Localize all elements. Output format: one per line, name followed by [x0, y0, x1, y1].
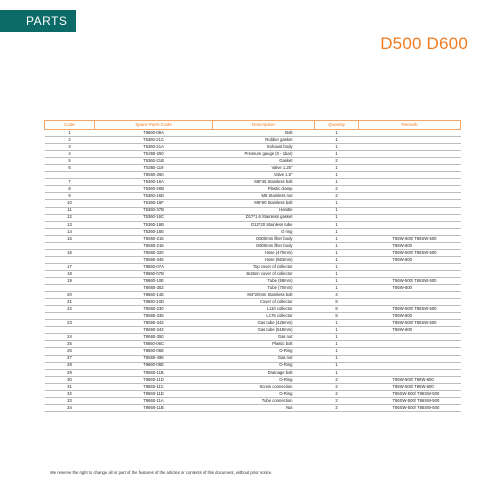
- table-row: [45, 256, 461, 263]
- cell-description: O-Ring: [213, 362, 315, 369]
- cell-description: L110 collector: [213, 306, 315, 313]
- table-row: [45, 327, 461, 334]
- cell-remark: [359, 214, 461, 221]
- cell-quantity: 2: [315, 404, 359, 411]
- table-row: [45, 341, 461, 348]
- cell-description: Valve 1.5": [213, 172, 315, 179]
- cell-quantity: 1: [315, 369, 359, 376]
- table-row: [45, 179, 461, 186]
- table-row: [45, 200, 461, 207]
- column-header-spare-parts-code: Spare Parts Code: [95, 121, 213, 130]
- table-row: [45, 137, 461, 144]
- cell-spare-parts-code: T5360-16F: [95, 200, 213, 207]
- cell-description: L175 collector: [213, 313, 315, 320]
- cell-description: Gas tube (426mm): [213, 320, 315, 327]
- cell-code: 6: [45, 165, 95, 172]
- cell-remark: T86W-500/ T86SW-500: [359, 277, 461, 284]
- column-header-remark: Remark: [359, 121, 461, 130]
- cell-spare-parts-code: T8660-08A: [95, 130, 213, 137]
- cell-description: M6 Stainless nut: [213, 193, 315, 200]
- table-row: [45, 292, 461, 299]
- cell-quantity: 1: [315, 334, 359, 341]
- cell-spare-parts-code: T8660-06E: [95, 348, 213, 355]
- cell-remark: T86W-500/ T86W-600: [359, 383, 461, 390]
- cell-description: Tube (58mm): [213, 277, 315, 284]
- cell-description: O-Ring: [213, 390, 315, 397]
- cell-description: Plastic clamp: [213, 186, 315, 193]
- cell-spare-parts-code: T5360-16D: [95, 193, 213, 200]
- cell-code: 29: [45, 369, 95, 376]
- cell-code: 25: [45, 341, 95, 348]
- cell-code: 1: [45, 130, 95, 137]
- cell-remark: T86W-600: [359, 285, 461, 292]
- cell-spare-parts-code: T8660-06E: [95, 362, 213, 369]
- cell-quantity: 1: [315, 327, 359, 334]
- cell-code: 9: [45, 193, 95, 200]
- cell-quantity: 1: [315, 270, 359, 277]
- cell-description: Bottom cover of collector: [213, 270, 315, 277]
- footer-notice: We reserve the right to change all or part of the features of the articles or contents of this document, without prior notice.: [50, 470, 273, 475]
- cell-description: Gas tube (518mm): [213, 327, 315, 334]
- cell-spare-parts-code: T8660-335: [95, 313, 213, 320]
- table-row: [45, 369, 461, 376]
- cell-description: Handle: [213, 207, 315, 214]
- cell-quantity: 2: [315, 397, 359, 404]
- cell-quantity: 1: [315, 320, 359, 327]
- cell-spare-parts-code: T8660-11C: [95, 383, 213, 390]
- cell-quantity: 2: [315, 390, 359, 397]
- cell-quantity: 2: [315, 383, 359, 390]
- cell-spare-parts-code: T8660-260: [95, 172, 213, 179]
- cell-code: 11: [45, 207, 95, 214]
- table-row: [45, 193, 461, 200]
- cell-quantity: 1: [315, 341, 359, 348]
- cell-quantity: 1: [315, 249, 359, 256]
- cell-remark: T86W-600: [359, 242, 461, 249]
- cell-spare-parts-code: T5360-16E: [95, 228, 213, 235]
- parts-section-label: PARTS: [26, 14, 68, 28]
- cell-quantity: 1: [315, 277, 359, 284]
- cell-description: Exhaust body: [213, 144, 315, 151]
- table-row: [45, 306, 461, 313]
- cell-code: 18: [45, 270, 95, 277]
- cell-quantity: 1: [315, 242, 359, 249]
- cell-remark: T86W-500/ T86SW-500: [359, 249, 461, 256]
- cell-description: Cover of collector: [213, 299, 315, 306]
- table-row: [45, 158, 461, 165]
- cell-remark: [359, 334, 461, 341]
- table-row: [45, 214, 461, 221]
- table-row: [45, 221, 461, 228]
- cell-description: D600mm filter body: [213, 242, 315, 249]
- cell-code: [45, 285, 95, 292]
- table-header-row: [45, 121, 461, 130]
- cell-code: 27: [45, 355, 95, 362]
- cell-remark: [359, 270, 461, 277]
- cell-quantity: 1: [315, 228, 359, 235]
- cell-spare-parts-code: T5360-21A: [95, 144, 213, 151]
- table-row: [45, 348, 461, 355]
- column-header-quantity: Quantity: [315, 121, 359, 130]
- cell-description: Hose (563mm): [213, 256, 315, 263]
- cell-code: 24: [45, 334, 95, 341]
- cell-remark: T86SW-500/ T86SW-500: [359, 404, 461, 411]
- cell-description: Gasket: [213, 158, 315, 165]
- table-row: [45, 376, 461, 383]
- cell-description: Hose (470mm): [213, 249, 315, 256]
- cell-spare-parts-code: T5360-16B: [95, 221, 213, 228]
- cell-remark: T86W-500/ T86SW-500: [359, 235, 461, 242]
- cell-description: M6*45 Stainless bolt: [213, 179, 315, 186]
- cell-description: Pressure gauge (0 - 1bar): [213, 151, 315, 158]
- cell-description: Nut: [213, 404, 315, 411]
- cell-spare-parts-code: T8660-11D: [95, 390, 213, 397]
- cell-spare-parts-code: T8660-216: [95, 242, 213, 249]
- cell-remark: T86W-500/ T86SW-500: [359, 320, 461, 327]
- table-row: [45, 130, 461, 137]
- cell-spare-parts-code: T8660-346: [95, 256, 213, 263]
- table-row: [45, 397, 461, 404]
- cell-spare-parts-code: T5360-37B: [95, 207, 213, 214]
- table-row: [45, 249, 461, 256]
- cell-remark: [359, 179, 461, 186]
- cell-quantity: 8: [315, 306, 359, 313]
- cell-spare-parts-code: T5360-250: [95, 151, 213, 158]
- cell-code: [45, 242, 95, 249]
- cell-quantity: 1: [315, 151, 359, 158]
- cell-code: 28: [45, 362, 95, 369]
- table-row: [45, 285, 461, 292]
- cell-spare-parts-code: T5360-16A: [95, 179, 213, 186]
- cell-code: 13: [45, 221, 95, 228]
- cell-remark: [359, 369, 461, 376]
- cell-code: 32: [45, 390, 95, 397]
- cell-description: O-Ring: [213, 348, 315, 355]
- cell-spare-parts-code: T8660-14E: [95, 292, 213, 299]
- cell-code: 14: [45, 228, 95, 235]
- table-row: [45, 242, 461, 249]
- cell-spare-parts-code: T8660-06C: [95, 341, 213, 348]
- cell-remark: [359, 292, 461, 299]
- cell-spare-parts-code: T8660-352: [95, 285, 213, 292]
- cell-description: Rubber gasket: [213, 137, 315, 144]
- cell-quantity: 1: [315, 165, 359, 172]
- cell-remark: [359, 165, 461, 172]
- cell-code: 30: [45, 376, 95, 383]
- cell-description: M4*20mm Stainless bolt: [213, 292, 315, 299]
- parts-table: [44, 120, 461, 412]
- cell-remark: [359, 263, 461, 270]
- cell-remark: [359, 221, 461, 228]
- cell-remark: [359, 144, 461, 151]
- cell-quantity: 1: [315, 200, 359, 207]
- cell-code: 31: [45, 383, 95, 390]
- table-row: [45, 165, 461, 172]
- cell-quantity: 1: [315, 179, 359, 186]
- cell-code: 19: [45, 277, 95, 284]
- cell-spare-parts-code: T8660-07A: [95, 263, 213, 270]
- cell-remark: [359, 355, 461, 362]
- cell-quantity: 1: [315, 348, 359, 355]
- cell-quantity: 1: [315, 207, 359, 214]
- table-row: [45, 355, 461, 362]
- cell-quantity: 8: [315, 313, 359, 320]
- cell-remark: [359, 172, 461, 179]
- cell-description: Screw connection: [213, 383, 315, 390]
- cell-quantity: 1: [315, 137, 359, 144]
- cell-remark: [359, 130, 461, 137]
- cell-code: 10: [45, 200, 95, 207]
- cell-spare-parts-code: T8660-350: [95, 334, 213, 341]
- cell-quantity: 2: [315, 376, 359, 383]
- cell-remark: T86SW-500/ T86SW-500: [359, 397, 461, 404]
- cell-code: 7: [45, 179, 95, 186]
- table-row: [45, 207, 461, 214]
- cell-remark: [359, 228, 461, 235]
- cell-description: D13*20 Stainless tube: [213, 221, 315, 228]
- cell-description: Gas nut: [213, 355, 315, 362]
- cell-spare-parts-code: T8660-11A: [95, 397, 213, 404]
- cell-spare-parts-code: T8660-11D: [95, 376, 213, 383]
- cell-description: O ring: [213, 228, 315, 235]
- cell-code: 8: [45, 186, 95, 193]
- cell-spare-parts-code: T8660-320: [95, 249, 213, 256]
- cell-description: Top cover of collector: [213, 263, 315, 270]
- cell-code: 4: [45, 151, 95, 158]
- column-header-description: Description: [213, 121, 315, 130]
- table-row: [45, 320, 461, 327]
- cell-code: 20: [45, 292, 95, 299]
- cell-code: 2: [45, 137, 95, 144]
- cell-spare-parts-code: T8660-496: [95, 355, 213, 362]
- cell-code: [45, 172, 95, 179]
- table-row: [45, 186, 461, 193]
- cell-spare-parts-code: T5360-21C: [95, 137, 213, 144]
- cell-description: D500mm filter body: [213, 235, 315, 242]
- parts-table-body: [45, 130, 461, 412]
- cell-quantity: 1: [315, 144, 359, 151]
- cell-code: 23: [45, 320, 95, 327]
- cell-code: 34: [45, 404, 95, 411]
- cell-description: Plastic bolt: [213, 341, 315, 348]
- table-row: [45, 270, 461, 277]
- cell-remark: [359, 341, 461, 348]
- cell-quantity: 1: [315, 130, 359, 137]
- cell-quantity: 1: [315, 221, 359, 228]
- cell-description: O-Ring: [213, 376, 315, 383]
- table-row: [45, 390, 461, 397]
- cell-remark: [359, 299, 461, 306]
- cell-code: 33: [45, 397, 95, 404]
- cell-code: 26: [45, 348, 95, 355]
- cell-remark: T86W-500/ T86W-600: [359, 376, 461, 383]
- cell-remark: T86W-600: [359, 256, 461, 263]
- cell-code: 5: [45, 158, 95, 165]
- cell-quantity: 1: [315, 256, 359, 263]
- cell-description: Tube connection: [213, 397, 315, 404]
- table-row: [45, 362, 461, 369]
- table-row: [45, 144, 461, 151]
- model-title: D500 D600: [380, 34, 468, 53]
- cell-remark: T86W-600: [359, 313, 461, 320]
- cell-description: Valve 1.25": [213, 165, 315, 172]
- cell-spare-parts-code: T8660-215: [95, 235, 213, 242]
- cell-remark: [359, 137, 461, 144]
- table-row: [45, 228, 461, 235]
- cell-remark: [359, 207, 461, 214]
- cell-remark: [359, 186, 461, 193]
- cell-remark: [359, 362, 461, 369]
- cell-remark: T86SW-500/ T86SW-500: [359, 390, 461, 397]
- cell-quantity: 1: [315, 355, 359, 362]
- cell-remark: [359, 151, 461, 158]
- cell-quantity: 1: [315, 214, 359, 221]
- cell-description: Bolt: [213, 130, 315, 137]
- parts-section-tab: [0, 10, 76, 32]
- cell-spare-parts-code: T8660-11B: [95, 369, 213, 376]
- cell-code: [45, 256, 95, 263]
- cell-quantity: 1: [315, 172, 359, 179]
- cell-quantity: 1: [315, 235, 359, 242]
- cell-spare-parts-code: T8660-342: [95, 327, 213, 334]
- cell-code: [45, 313, 95, 320]
- cell-spare-parts-code: T8660-07B: [95, 270, 213, 277]
- table-row: [45, 151, 461, 158]
- cell-quantity: 2: [315, 158, 359, 165]
- column-header-code: Code: [45, 121, 95, 130]
- cell-remark: [359, 200, 461, 207]
- cell-spare-parts-code: T8660-11B: [95, 404, 213, 411]
- cell-code: [45, 327, 95, 334]
- cell-quantity: 2: [315, 193, 359, 200]
- cell-description: D17*1.6 Stainless gasket: [213, 214, 315, 221]
- cell-spare-parts-code: T5360-26B: [95, 186, 213, 193]
- cell-code: 15: [45, 235, 95, 242]
- table-row: [45, 277, 461, 284]
- table-row: [45, 404, 461, 411]
- cell-description: Gas nut: [213, 334, 315, 341]
- cell-remark: [359, 193, 461, 200]
- cell-quantity: 1: [315, 285, 359, 292]
- cell-remark: T86W-600: [359, 327, 461, 334]
- cell-spare-parts-code: T5360-16C: [95, 214, 213, 221]
- table-row: [45, 313, 461, 320]
- cell-quantity: 2: [315, 186, 359, 193]
- cell-remark: [359, 348, 461, 355]
- table-row: [45, 172, 461, 179]
- table-row: [45, 263, 461, 270]
- table-row: [45, 235, 461, 242]
- cell-quantity: 1: [315, 263, 359, 270]
- cell-code: 21: [45, 299, 95, 306]
- cell-spare-parts-code: T5360-21B: [95, 158, 213, 165]
- cell-remark: [359, 158, 461, 165]
- table-row: [45, 383, 461, 390]
- cell-description: Tube (70mm): [213, 285, 315, 292]
- cell-description: M6*60 Stainless bolt: [213, 200, 315, 207]
- cell-code: 22: [45, 306, 95, 313]
- cell-code: 3: [45, 144, 95, 151]
- cell-spare-parts-code: T8660-343: [95, 320, 213, 327]
- cell-spare-parts-code: T8660-10E: [95, 277, 213, 284]
- table-row: [45, 299, 461, 306]
- cell-spare-parts-code: T8660-10D: [95, 299, 213, 306]
- cell-code: 12: [45, 214, 95, 221]
- table-row: [45, 334, 461, 341]
- cell-code: 17: [45, 263, 95, 270]
- cell-description: Drainage bolt: [213, 369, 315, 376]
- cell-spare-parts-code: T5360-119: [95, 165, 213, 172]
- cell-spare-parts-code: T8660-230: [95, 306, 213, 313]
- cell-quantity: 4: [315, 292, 359, 299]
- cell-remark: T86W-500/ T86SW-500: [359, 306, 461, 313]
- cell-quantity: 8: [315, 299, 359, 306]
- cell-code: 16: [45, 249, 95, 256]
- cell-quantity: 1: [315, 362, 359, 369]
